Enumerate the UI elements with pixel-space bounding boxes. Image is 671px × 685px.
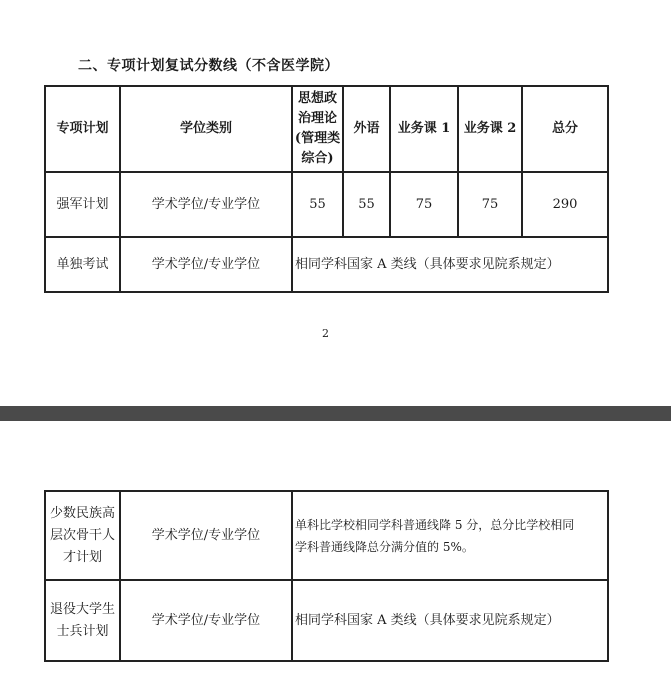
cell-total: 290 [522, 172, 608, 237]
cell-foreign-language: 55 [343, 172, 390, 237]
header-degree: 学位类别 [120, 86, 292, 172]
cell-degree: 学术学位/专业学位 [120, 237, 292, 292]
cell-degree: 学术学位/专业学位 [120, 172, 292, 237]
document-page-lower [0, 421, 671, 685]
header-politics-line: 治理论 [297, 111, 337, 126]
cell-degree: 学术学位/专业学位 [120, 580, 292, 661]
header-politics-line: 综合) [301, 151, 334, 166]
cell-plan-line: 层次骨干人 [49, 527, 115, 543]
cell-plan-line: 才计划 [62, 549, 102, 565]
cell-requirement-note [292, 491, 608, 580]
cell-plan: 强军计划 [45, 172, 120, 237]
score-table-main [44, 85, 609, 293]
table-row [45, 172, 608, 237]
header-total: 总分 [522, 86, 608, 172]
table-header-row [45, 86, 608, 172]
cell-plan-line: 退役大学生 [49, 601, 115, 617]
cell-plan-line: 少数民族高 [49, 505, 115, 521]
cell-plan [45, 580, 120, 661]
cell-course-1: 75 [390, 172, 458, 237]
cell-note-line: 单科比学校相同学科普通线降 5 分，总分比学校相同 [295, 517, 575, 532]
header-politics [292, 86, 343, 172]
cell-note-line: 学科普通线降总分满分值的 5%。 [295, 539, 474, 554]
table-row [45, 580, 608, 661]
cell-requirement-note: 相同学科国家 A 类线（具体要求见院系规定） [292, 237, 608, 292]
cell-degree: 学术学位/专业学位 [120, 491, 292, 580]
header-foreign-language: 外语 [343, 86, 390, 172]
header-politics-line: 思想政 [297, 91, 337, 106]
table-row [45, 491, 608, 580]
cell-politics: 55 [292, 172, 343, 237]
cell-plan [45, 491, 120, 580]
header-course-1: 业务课 1 [390, 86, 458, 172]
table-row [45, 237, 608, 292]
header-politics-line: (管理类 [294, 131, 341, 146]
cell-plan: 单独考试 [45, 237, 120, 292]
cell-course-2: 75 [458, 172, 522, 237]
page-number: 2 [322, 327, 329, 340]
section-title: 二、专项计划复试分数线（不含医学院） [78, 58, 339, 74]
header-course-2: 业务课 2 [458, 86, 522, 172]
score-table-continued [44, 490, 609, 662]
page-separator [0, 406, 671, 421]
cell-plan-line: 士兵计划 [56, 623, 109, 639]
cell-requirement-note: 相同学科国家 A 类线（具体要求见院系规定） [292, 580, 608, 661]
header-plan: 专项计划 [45, 86, 120, 172]
